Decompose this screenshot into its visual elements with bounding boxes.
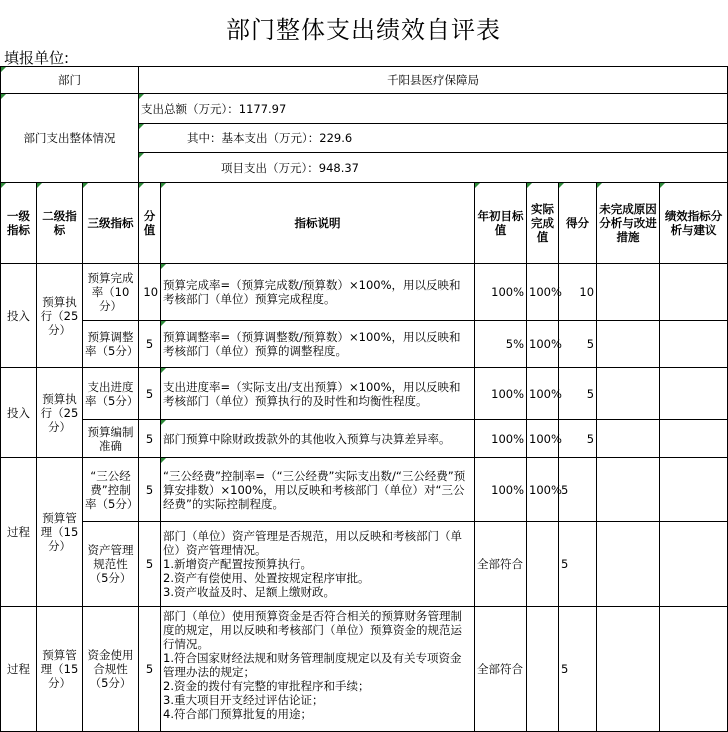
reason-cell <box>597 607 660 732</box>
advice-cell <box>660 607 728 732</box>
performance-table <box>0 66 728 732</box>
table-row <box>1 522 728 607</box>
reason-cell <box>597 522 660 607</box>
dept-label: 部门 <box>1 67 139 94</box>
score-cell: 5 <box>559 420 597 458</box>
header-actual: 实际完成值 <box>527 183 559 264</box>
filler-unit-label: 填报单位: <box>4 49 70 67</box>
description-cell: 部门（单位）资产管理是否规范，用以反映和考核部门（单位）资产管理情况。 1.新增资产配置按预算执行。 2.资产有偿使用、处置按规定程序审批。 3.资产收益及时、足额上缴财政。 <box>161 522 475 607</box>
table-row <box>1 368 728 420</box>
header-level2: 二级指标 <box>37 183 83 264</box>
score-cell: 5 <box>559 458 597 522</box>
reason-cell <box>597 321 660 368</box>
actual-cell: 100% <box>527 368 559 420</box>
level1-cell: 过程 <box>1 458 37 607</box>
weight-cell: 5 <box>139 458 161 522</box>
actual-cell: 100% <box>527 420 559 458</box>
overall-label: 部门支出整体情况 <box>1 94 139 183</box>
level3-cell: 资金使用合规性（5分） <box>83 607 139 732</box>
level2-cell: 预算管理（15分） <box>37 607 83 732</box>
advice-cell <box>660 321 728 368</box>
target-cell: 全部符合 <box>475 607 527 732</box>
level2-cell: 预算执行（25分） <box>37 264 83 368</box>
table-row <box>1 420 728 458</box>
reason-cell <box>597 458 660 522</box>
advice-cell <box>660 368 728 420</box>
table-row <box>1 458 728 522</box>
level1-cell: 过程 <box>1 607 37 732</box>
target-cell: 100% <box>475 420 527 458</box>
target-cell: 100% <box>475 458 527 522</box>
description-cell: 部门（单位）使用预算资金是否符合相关的预算财务管理制度的规定，用以反映和考核部门（单位）预算资金的规范运行情况。 1.符合国家财经法规和财务管理制度规定以及有关专项资金管理办法的规定； 2.资金的拨付有完整的审批程序和手续； 3.重大项目开支经过评估论证； 4.符合部门预算批复的用途； <box>161 607 475 732</box>
target-cell: 全部符合 <box>475 522 527 607</box>
overall-basic: 其中：基本支出（万元）：229.6 <box>139 124 728 153</box>
target-cell: 5% <box>475 321 527 368</box>
actual-cell: 100% <box>527 458 559 522</box>
header-advice: 绩效指标分析与建议 <box>660 183 728 264</box>
header-target: 年初目标值 <box>475 183 527 264</box>
reason-cell <box>597 420 660 458</box>
overall-project: 项目支出（万元）：948.37 <box>139 153 728 183</box>
header-level1: 一级指标 <box>1 183 37 264</box>
header-level3: 三级指标 <box>83 183 139 264</box>
header-score-weight: 分值 <box>139 183 161 264</box>
target-cell: 100% <box>475 264 527 321</box>
level2-cell: 预算管理（15分） <box>37 458 83 607</box>
actual-cell <box>527 522 559 607</box>
level3-cell: 预算调整率（5分） <box>83 321 139 368</box>
reason-cell <box>597 264 660 321</box>
level3-cell: “三公经费”控制率（5分） <box>83 458 139 522</box>
table-row <box>1 321 728 368</box>
reason-cell <box>597 368 660 420</box>
weight-cell: 5 <box>139 607 161 732</box>
score-cell: 5 <box>559 321 597 368</box>
description-cell: 支出进度率=（实际支出/支出预算）×100%，用以反映和考核部门（单位）预算执行的及时性和均衡性程度。 <box>161 368 475 420</box>
advice-cell <box>660 264 728 321</box>
header-description: 指标说明 <box>161 183 475 264</box>
score-cell: 5 <box>559 607 597 732</box>
weight-cell: 5 <box>139 368 161 420</box>
level3-cell: 支出进度率（5分） <box>83 368 139 420</box>
level2-cell: 预算执行（25分） <box>37 368 83 458</box>
actual-cell: 100% <box>527 321 559 368</box>
document-title: 部门整体支出绩效自评表 <box>226 16 501 44</box>
weight-cell: 5 <box>139 522 161 607</box>
header-score: 得分 <box>559 183 597 264</box>
description-cell: 部门预算中除财政拨款外的其他收入预算与决算差异率。 <box>161 420 475 458</box>
description-cell: 预算完成率=（预算完成数/预算数）×100%，用以反映和考核部门（单位）预算完成程度。 <box>161 264 475 321</box>
score-cell: 10 <box>559 264 597 321</box>
target-cell: 100% <box>475 368 527 420</box>
table-row <box>1 607 728 732</box>
advice-cell <box>660 420 728 458</box>
description-cell: “三公经费”控制率=（“三公经费”实际支出数/“三公经费”预算安排数）×100%，用以反映和考核部门（单位）对“三公经费”的实际控制程度。 <box>161 458 475 522</box>
advice-cell <box>660 522 728 607</box>
actual-cell <box>527 607 559 732</box>
table-row <box>1 264 728 321</box>
advice-cell <box>660 458 728 522</box>
level3-cell: 预算完成率（10分） <box>83 264 139 321</box>
dept-value: 千阳县医疗保障局 <box>139 67 728 94</box>
actual-cell: 100% <box>527 264 559 321</box>
overall-total: 支出总额（万元）：1177.97 <box>139 94 728 124</box>
score-cell: 5 <box>559 368 597 420</box>
score-cell: 5 <box>559 522 597 607</box>
header-reason: 未完成原因分析与改进措施 <box>597 183 660 264</box>
level3-cell: 预算编制准确 <box>83 420 139 458</box>
weight-cell: 5 <box>139 321 161 368</box>
description-cell: 预算调整率=（预算调整数/预算数）×100%，用以反映和考核部门（单位）预算的调整程度。 <box>161 321 475 368</box>
level1-cell: 投入 <box>1 368 37 458</box>
weight-cell: 10 <box>139 264 161 321</box>
level1-cell: 投入 <box>1 264 37 368</box>
weight-cell: 5 <box>139 420 161 458</box>
level3-cell: 资产管理规范性（5分） <box>83 522 139 607</box>
